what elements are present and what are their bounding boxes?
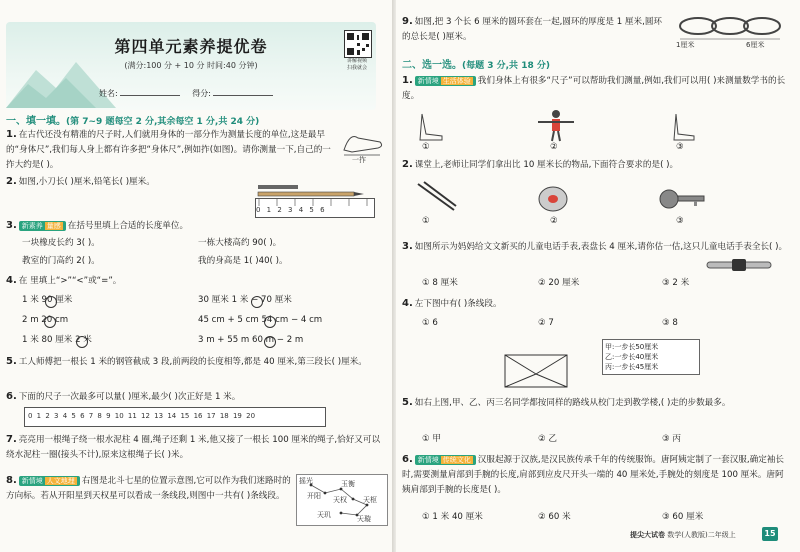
ring-length-label: 6厘米	[746, 41, 765, 49]
left-page	[0, 0, 392, 552]
choice-6-opt[interactable]: ② 60 米	[538, 512, 571, 522]
choice-5	[402, 395, 792, 411]
knife-pencil-icon	[256, 184, 374, 198]
question-text: 在 里填上“>”“<”或“=”。	[18, 276, 122, 286]
thumb-icon	[668, 112, 698, 142]
star-label: 天璇	[357, 515, 371, 523]
ring-thickness-label: 1厘米	[676, 41, 695, 49]
question-number: 5.	[6, 356, 17, 367]
question-number: 4.	[6, 275, 17, 286]
right-page	[396, 0, 800, 552]
question-text: 如图所示为妈妈给文文新买的儿童电话手表,表盘长 4 厘米,请你估一估,这只儿童电话手表全长( )。	[414, 242, 788, 252]
choice-2-opt[interactable]: ①	[422, 216, 430, 226]
question-number: 8.	[6, 475, 17, 486]
q3-c: 教室的门高约 2( )。	[22, 256, 100, 266]
footer	[630, 530, 736, 540]
q3-a: 一块橡皮长约 3( )。	[22, 238, 100, 248]
qr-code-icon[interactable]	[344, 30, 372, 58]
question-5	[6, 354, 386, 370]
question-8	[6, 473, 292, 504]
choice-4	[402, 296, 792, 312]
footer-brand: 提尖大试卷	[630, 531, 665, 539]
question-6	[6, 389, 386, 405]
score-label: 得分:	[192, 89, 211, 98]
footer-subject: 数学(人教版)二年级上	[667, 531, 736, 539]
choice-2	[402, 157, 792, 173]
section-1-heading	[6, 112, 259, 127]
question-text: 左下图中有( )条线段。	[414, 299, 502, 309]
choice-3	[402, 239, 792, 255]
question-text: 课堂上,老师让同学们拿出比 10 厘米长的物品,下面符合要求的是( )。	[414, 160, 679, 170]
q4-r2b: 45 cm + 5 cm 54 cm − 4 cm	[198, 315, 323, 325]
question-number: 3.	[6, 220, 17, 231]
question-text: 如图,小刀长( )厘米,铅笔长( )厘米。	[18, 177, 155, 187]
steps-box	[602, 339, 700, 375]
tag-badge: 新素养 量感	[19, 221, 66, 231]
choice-6	[402, 452, 792, 498]
question-number: 1.	[402, 75, 413, 86]
choice-3-opt[interactable]: ② 20 厘米	[538, 278, 580, 288]
choice-2-opt[interactable]: ③	[676, 216, 684, 226]
envelope-diagram	[504, 354, 568, 388]
choice-1-opt[interactable]: ①	[422, 142, 430, 152]
tag-badge: 新情境 传统文化	[415, 455, 476, 465]
compare-circle[interactable]	[264, 336, 276, 348]
question-text: 在括号里填上合适的长度单位。	[67, 221, 189, 231]
question-number: 1.	[6, 129, 17, 140]
exam-header	[6, 22, 376, 110]
question-number: 4.	[402, 298, 413, 309]
q4-r2a: 2 m 20 cm	[22, 315, 69, 325]
hand-span-label: 一拃	[352, 156, 366, 164]
q4-r3b: 3 m + 55 m 60 m − 2 m	[198, 335, 304, 345]
question-number: 7.	[6, 434, 17, 445]
section-1-note: (第 7~9 题每空 2 分,其余每空 1 分,共 24 分)	[66, 117, 260, 127]
question-text: 如右上图,甲、乙、丙三名同学都按同样的路线从校门走到教学楼,( )走的步数最多。	[414, 398, 731, 408]
ruler-q2-ticks: 0 1 2 3 4 5 6	[256, 206, 325, 214]
question-text: 下面的尺子一次最多可以量( )厘米,最少( )次正好是 1 米。	[18, 392, 241, 402]
tape-measure-icon	[536, 184, 570, 214]
choice-3-opt[interactable]: ① 8 厘米	[422, 278, 458, 288]
tag-badge: 新情境 人文地理	[19, 476, 80, 486]
choice-5-opt[interactable]: ③ 丙	[662, 434, 682, 444]
watch-icon	[706, 258, 772, 272]
question-number: 5.	[402, 397, 413, 408]
question-1	[6, 127, 336, 173]
question-text: 亮亮用一根绳子绕一根水泥柱 4 圈,绳子还剩 1 米,他又接了一根长 100 厘米的绳子,恰好又可以绕水泥柱一圈(接头不计),原来这根绳子长( )米。	[6, 435, 381, 460]
arm-span-icon	[536, 108, 576, 142]
star-label: 摇光	[299, 477, 313, 485]
star-label: 天玑	[317, 511, 331, 519]
foot-icon	[416, 112, 446, 142]
section-2-heading	[402, 56, 550, 71]
section-2-note: (每题 3 分,共 18 分)	[462, 61, 550, 71]
choice-1	[402, 73, 792, 104]
name-label: 姓名:	[99, 89, 118, 98]
choice-1-opt[interactable]: ②	[550, 142, 558, 152]
key-icon	[658, 186, 708, 212]
question-number: 3.	[402, 241, 413, 252]
choice-2-opt[interactable]: ②	[550, 216, 558, 226]
ruler-q6	[24, 407, 326, 427]
q4-r3a: 1 米 80 厘米 2 米	[22, 335, 92, 345]
question-number: 9.	[402, 16, 413, 27]
question-number: 6.	[6, 391, 17, 402]
choice-4-opt[interactable]: ① 6	[422, 318, 438, 328]
question-9	[402, 14, 664, 45]
choice-5-opt[interactable]: ② 乙	[538, 434, 558, 444]
star-label: 玉衡	[341, 480, 355, 488]
question-text: 我们身体上有很多“尺子”可以帮助我们测量,例如,我们可以用( )来测量数学书的长度。	[402, 76, 786, 101]
name-line[interactable]	[120, 95, 180, 96]
question-text: 在古代还没有精准的尺子时,人们就用身体的一部分作为测量长度的单位,这是最早的“身体尺”,我们每人身上都有许多把“身体尺”,例如拃(如图)。请你测量一下,自己的一拃大约是( )。	[6, 130, 331, 170]
compare-circle[interactable]	[45, 296, 57, 308]
step-bing: 丙:一步长45厘米	[605, 363, 659, 371]
score-line[interactable]	[213, 95, 273, 96]
ruler-q2	[255, 198, 375, 218]
choice-3-opt[interactable]: ③ 2 米	[662, 278, 690, 288]
section-2-title: 二、选一选。	[402, 60, 462, 71]
choice-4-opt[interactable]: ③ 8	[662, 318, 678, 328]
choice-5-opt[interactable]: ① 甲	[422, 434, 442, 444]
question-2	[6, 174, 256, 190]
step-jia: 甲:一步长50厘米	[605, 343, 659, 351]
page-title: 第四单元素养提优卷	[114, 37, 268, 56]
question-7	[6, 432, 386, 463]
star-label: 天权	[333, 496, 347, 504]
tag-badge: 新情境 生活体验	[415, 76, 476, 86]
question-3	[6, 218, 386, 234]
question-number: 6.	[402, 454, 413, 465]
section-1-title: 一、填一填。	[6, 116, 66, 127]
compare-circle[interactable]	[76, 336, 88, 348]
question-number: 2.	[6, 176, 17, 187]
choice-4-opt[interactable]: ② 7	[538, 318, 554, 328]
step-yi: 乙:一步长40厘米	[605, 353, 659, 361]
compare-circle[interactable]	[251, 296, 263, 308]
question-text: 如图,把 3 个长 6 厘米的圆环套在一起,圆环的厚度是 1 厘米,圆环的总长是( )厘米。	[402, 17, 663, 42]
q4-r1a: 1 米 90 厘米	[22, 295, 73, 305]
question-text: 右图是北斗七星的位置示意图,它可以作为我们迷路时的方向标。若从开阳星到天权星可以看成一条线段,则图中一共有( )条线段。	[6, 476, 291, 501]
choice-6-opt[interactable]: ① 1 米 40 厘米	[422, 512, 483, 522]
chopsticks-icon	[414, 180, 458, 214]
name-score-bar	[6, 88, 376, 99]
q4-r1b: 30 厘米 1 米 − 70 厘米	[198, 295, 292, 305]
page-number: 15	[762, 527, 778, 541]
choice-1-opt[interactable]: ③	[676, 142, 684, 152]
q3-d: 我的身高是 1( )40( )。	[198, 256, 288, 266]
question-text: 工人师傅把一根长 1 米的钢管截成 3 段,前两段的长度相等,都是 40 厘米,第三段长( )厘米。	[18, 357, 367, 367]
big-dipper-diagram	[296, 474, 388, 526]
exam-subtitle: (满分:100 分 + 10 分 时间:40 分钟)	[124, 61, 258, 70]
question-4	[6, 273, 386, 289]
question-number: 2.	[402, 159, 413, 170]
star-label: 开阳	[307, 492, 321, 500]
compare-circle[interactable]	[264, 316, 276, 328]
compare-circle[interactable]	[44, 316, 56, 328]
ruler-q6-ticks: 0 1 2 3 4 5 6 7 8 9 10 11 12 13 14 15 16 17 18 19 20	[28, 412, 256, 420]
rings-icon	[676, 14, 784, 42]
q3-b: 一栋大楼高约 90( )。	[198, 238, 282, 248]
star-label: 天枢	[363, 496, 377, 504]
qr-caption: 讲解视频 扫我就会	[346, 58, 367, 71]
question-text: 汉服起源于汉族,是汉民族传承千年的传统服饰。唐阿姨定制了一套汉服,确定袖长时,需要测量肩部到手腕的长度,肩部到应皮尺开头一端的 40 厘米处,手腕处的刻度是 100 厘米。唐阿姨肩部到手腕的长度是( )。	[402, 455, 785, 495]
choice-6-opt[interactable]: ③ 60 厘米	[662, 512, 704, 522]
